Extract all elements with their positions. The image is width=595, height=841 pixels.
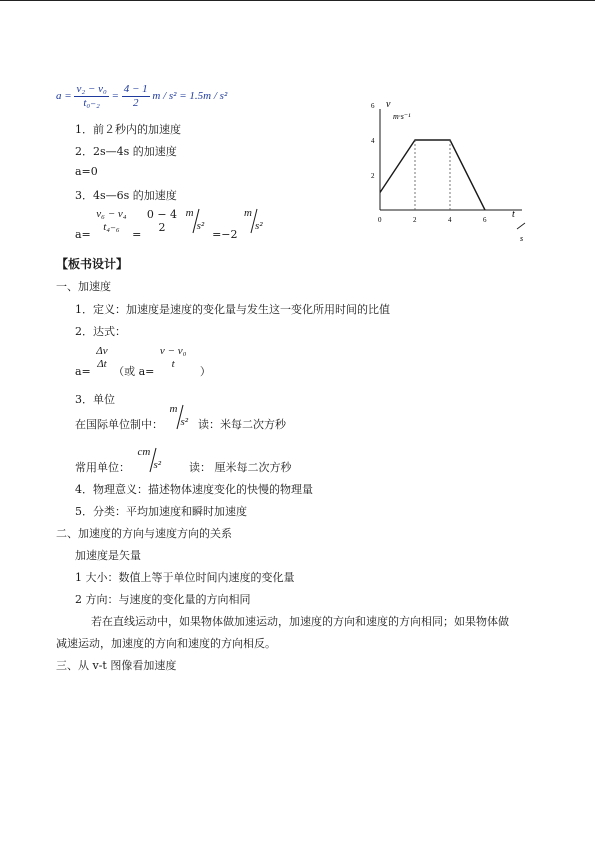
unit-bottom: s² — [153, 459, 162, 471]
fraction-v-over-t — [74, 83, 108, 110]
fraction-denominator: t₀₋₂ — [83, 97, 100, 109]
unit-m-per-s2 — [183, 207, 209, 235]
equals-sign: = — [132, 228, 142, 241]
section-1-item-5: 5．分类：平均加速度和瞬时加速度 — [75, 505, 247, 518]
expr-prefix: a= — [75, 365, 91, 378]
unit-cm-per-s2 — [134, 446, 168, 474]
section-3-title: 三、从 v-t 图像看加速度 — [56, 659, 177, 672]
fraction-v-over-t — [94, 208, 128, 234]
y-axis-label-v: v — [386, 99, 391, 110]
velocity-line — [380, 140, 485, 210]
expr-or: （或 a= — [113, 365, 155, 378]
board-design-heading: 【板书设计】 — [56, 257, 129, 271]
section-2-para-3: 2 方向：与速度的变化量的方向相同 — [75, 593, 251, 606]
fraction-numerator: v₆ − v₄ — [96, 208, 127, 220]
section-2-para-4b: 减速运动，加速度的方向和速度的方向相反。 — [56, 637, 276, 650]
section-2-para-4a: 若在直线运动中，如果物体做加速运动，加速度的方向和速度的方向相同；如果物体做 — [91, 615, 509, 628]
formula-acceleration-4-6 — [75, 207, 267, 241]
fraction-denominator: t — [171, 358, 175, 370]
text-line-1: 1．前２秒内的加速度 — [75, 123, 181, 136]
text-line-2: 2．2s—4s 的加速度 — [75, 145, 177, 158]
fraction-numerator: v − v₀ — [159, 345, 187, 357]
fraction-values — [145, 208, 179, 234]
formula-acceleration-0-2 — [56, 83, 227, 110]
page-top-rule — [0, 0, 595, 1]
unit-top: m — [185, 207, 194, 219]
section-2-title: 二、加速度的方向与速度方向的关系 — [56, 527, 232, 540]
fraction-delta — [94, 345, 109, 371]
fraction-denominator: t₄₋₆ — [103, 221, 120, 233]
tick-labels — [371, 102, 487, 224]
expression-formula — [75, 345, 211, 379]
section-1-item-2: 2．达式： — [75, 325, 126, 338]
y-tick-label: 6 — [371, 102, 375, 110]
text-line-4: 3．4s—6s 的加速度 — [75, 189, 177, 202]
section-2-para-1: 加速度是矢量 — [75, 549, 141, 562]
slash-line — [134, 446, 168, 474]
section-1-item-4: 4．物理意义：描述物体速度变化的快慢的物理量 — [75, 483, 313, 496]
unit-bottom: s² — [180, 416, 189, 428]
si-label: 在国际单位制中： — [75, 418, 163, 431]
unit-top: cm — [137, 446, 151, 458]
slash-line — [241, 207, 267, 235]
x-unit-slash — [517, 223, 525, 229]
section-1-title: 一、加速度 — [56, 280, 111, 293]
unit-top: m — [244, 207, 252, 219]
slash-line — [183, 207, 209, 235]
velocity-time-graph — [362, 95, 534, 255]
fraction-numerator: 4 − 1 — [123, 83, 148, 95]
text-line-3: a=0 — [75, 165, 98, 178]
unit-m-per-s2 — [167, 403, 193, 431]
formula-lhs: a = — [56, 90, 72, 103]
x-tick-label: 6 — [483, 216, 487, 224]
fraction-values — [122, 83, 150, 110]
fraction-denominator: Δt — [97, 358, 107, 370]
x-axis-label-t: t — [512, 209, 515, 220]
x-tick-label: 4 — [448, 216, 452, 224]
y-tick-label: 2 — [371, 172, 375, 180]
fraction-numerator: 0 − 4 — [146, 208, 178, 221]
formula-result: m / s² = 1.5m / s² — [152, 90, 228, 103]
si-reading: 读：米每二次方秒 — [198, 418, 286, 431]
common-unit-line — [75, 446, 292, 475]
common-reading: 读： 厘米每二次方秒 — [189, 461, 292, 474]
slash-line — [167, 403, 193, 431]
unit-bottom: s² — [196, 220, 205, 232]
result-value: =−2 — [212, 228, 238, 241]
formula-prefix: a= — [75, 228, 91, 241]
section-1-item-3: 3．单位 — [75, 393, 115, 406]
unit-top: m — [169, 403, 178, 415]
si-unit-line — [75, 403, 286, 432]
y-axis-label-unit: m·s⁻¹ — [393, 112, 411, 121]
section-1-item-1: 1．定义：加速度是速度的变化量与发生这一变化所用时间的比值 — [75, 303, 390, 316]
fraction-numerator: Δv — [96, 345, 108, 357]
fraction-denominator: 2 — [132, 97, 139, 109]
expr-close: ） — [199, 365, 211, 378]
equals-sign: = — [111, 90, 119, 103]
unit-m-per-s2 — [241, 207, 267, 235]
y-tick-label: 4 — [371, 137, 375, 145]
section-2-para-2: 1 大小：数值上等于单位时间内速度的变化量 — [75, 571, 295, 584]
fraction-numerator: v₂ − v₀ — [76, 83, 107, 95]
x-tick-label: 2 — [413, 216, 417, 224]
x-axis-label-unit: s — [520, 234, 524, 243]
x-tick-label: 0 — [378, 216, 382, 224]
unit-bottom: s² — [255, 220, 263, 232]
common-label: 常用单位： — [75, 461, 130, 474]
fraction-denominator: 2 — [158, 221, 166, 234]
fraction-v-diff — [158, 345, 189, 371]
